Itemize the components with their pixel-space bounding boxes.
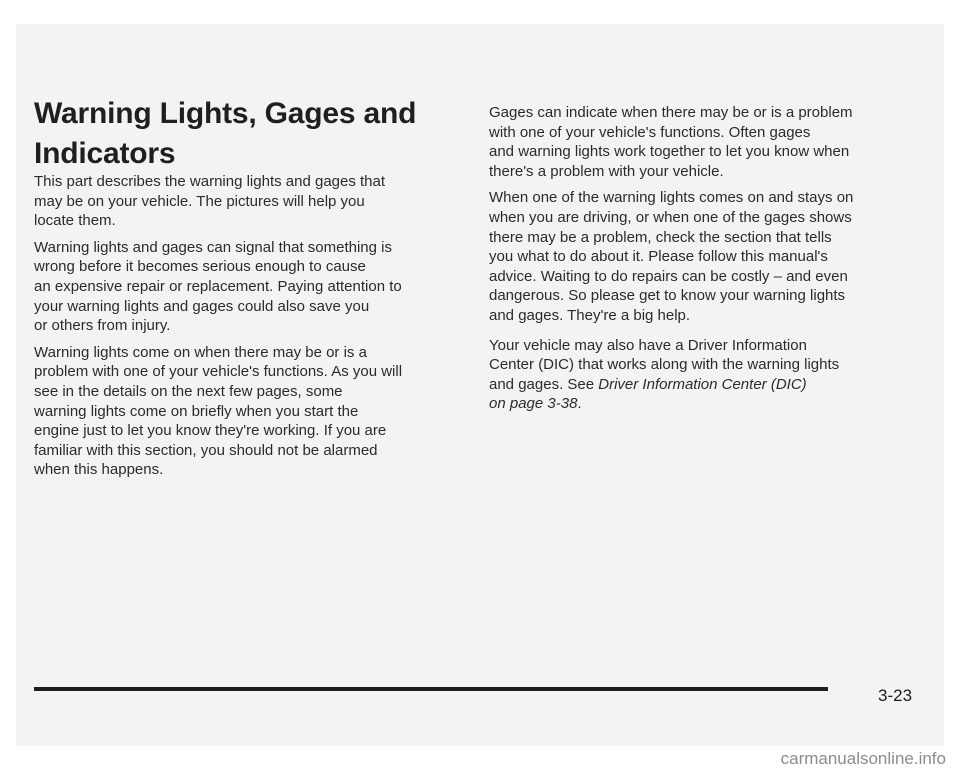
gages-paragraph: Gages can indicate when there may be or is a problem with one of your vehicle's functions. Often gages and warning lights work together to let you know when there's a problem with your vehicle. [489, 104, 853, 180]
signal-paragraph: Warning lights and gages can signal that something is wrong before it becomes serious enough to cause an expensive repair or replacement. Paying attention to your warning lights and gages could also save you or others from injury. [34, 238, 402, 335]
left-column [34, 172, 464, 487]
watermark-text: carmanualsonline.info [780, 749, 946, 768]
footer-rule [34, 687, 828, 691]
dic-cross-reference: Driver Information Center (DIC) on page 3-38 [489, 375, 807, 413]
dic-paragraph [489, 336, 929, 414]
page-number: 3-23 [878, 686, 913, 705]
section-title: Warning Lights, Gages and Indicators [34, 97, 417, 170]
startup-paragraph: Warning lights come on when there may be or is a problem with one of your vehicle's functions. As you will see in the details on the next few pages, some warning lights come on briefly when you start the engine just to let you know they're working. If you are familiar with this section, you should not be alarmed when this happens. [34, 343, 403, 479]
dic-text: Your vehicle may also have a Driver Information Center (DIC) that works along with the warning lights and gages. See [489, 336, 840, 393]
warning-on-paragraph: When one of the warning lights comes on and stays on when you are driving, or when one of the gages shows there may be a problem, check the section that tells you what to do about it. Please follow this manual's advice. Waiting to do repairs can be costly – and even dangerous. So please get to know your warning lights and gages. They're a big help. [489, 189, 854, 324]
intro-paragraph: This part describes the warning lights and gages that may be on your vehicle. The pictures will help you locate them. [34, 173, 386, 230]
right-column [489, 103, 929, 421]
dic-period: . [577, 395, 582, 413]
